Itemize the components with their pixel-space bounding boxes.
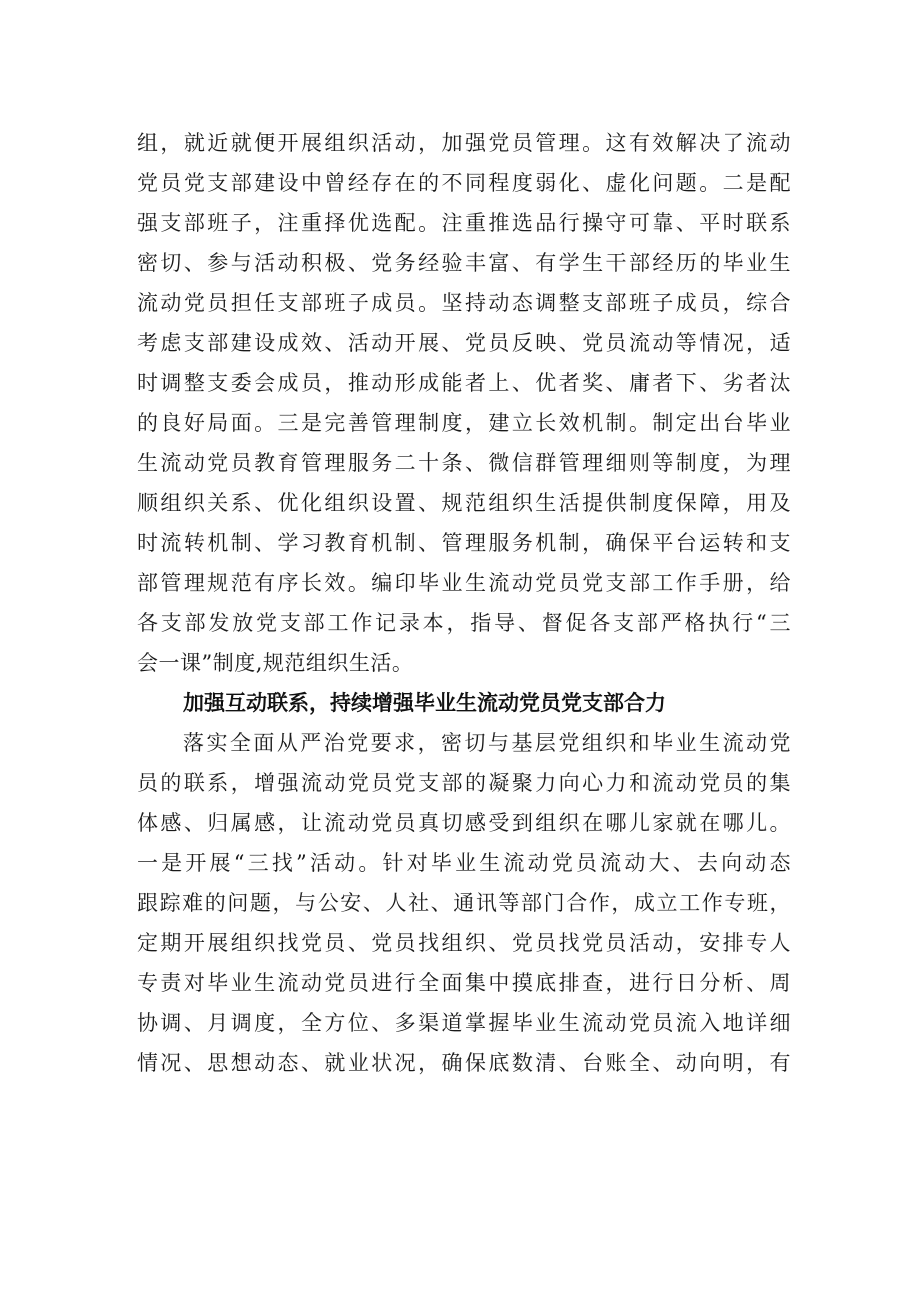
paragraph-line: 体感、归属感，让流动党员真切感受到组织在哪儿家就在哪儿。: [137, 811, 791, 835]
paragraph-line: 时调整支委会成员，推动形成能者上、优者奖、庸者下、劣者汰: [137, 371, 791, 395]
paragraph-line: 党员党支部建设中曾经存在的不同程度弱化、虚化问题。二是配: [137, 171, 791, 195]
paragraph-line: 强支部班子，注重择优选配。注重推选品行操守可靠、平时联系: [137, 211, 791, 235]
paragraph-line: 一是开展“三找”活动。针对毕业生流动党员流动大、去向动态: [137, 851, 791, 875]
paragraph-line: 专责对毕业生流动党员进行全面集中摸底排查，进行日分析、周: [137, 971, 791, 995]
paragraph-line: 顺组织关系、优化组织设置、规范组织生活提供制度保障，用及: [137, 491, 791, 515]
paragraph-line: 密切、参与活动积极、党务经验丰富、有学生干部经历的毕业生: [137, 251, 791, 275]
paragraph-line: 组，就近就便开展组织活动，加强党员管理。这有效解决了流动: [137, 131, 791, 155]
paragraph-line: 定期开展组织找党员、党员找组织、党员找党员活动，安排专人: [137, 931, 791, 955]
paragraph-line: 跟踪难的问题，与公安、人社、通讯等部门合作，成立工作专班，: [137, 891, 791, 915]
paragraph-line: 协调、月调度，全方位、多渠道掌握毕业生流动党员流入地详细: [137, 1011, 791, 1035]
paragraph-line: 生流动党员教育管理服务二十条、微信群管理细则等制度，为理: [137, 451, 791, 475]
paragraph-line: 考虑支部建设成效、活动开展、党员反映、党员流动等情况，适: [137, 331, 791, 355]
paragraph-line: 各支部发放党支部工作记录本，指导、督促各支部严格执行“三: [137, 611, 791, 635]
paragraph-line: 情况、思想动态、就业状况，确保底数清、台账全、动向明，有: [137, 1051, 791, 1075]
paragraph-line: 员的联系，增强流动党员党支部的凝聚力向心力和流动党员的集: [137, 771, 791, 795]
paragraph-line: 落实全面从严治党要求，密切与基层党组织和毕业生流动党: [183, 731, 791, 755]
paragraph-line: 部管理规范有序长效。编印毕业生流动党员党支部工作手册，给: [137, 571, 791, 595]
paragraph-line: 流动党员担任支部班子成员。坚持动态调整支部班子成员，综合: [137, 291, 791, 315]
section-heading: 加强互动联系，持续增强毕业生流动党员党支部合力: [183, 691, 666, 715]
paragraph-line: 时流转机制、学习教育机制、管理服务机制，确保平台运转和支: [137, 531, 791, 555]
paragraph-line: 会一课”制度,规范组织生活。: [137, 651, 414, 675]
paragraph-line: 的良好局面。三是完善管理制度，建立长效机制。制定出台毕业: [137, 411, 791, 435]
